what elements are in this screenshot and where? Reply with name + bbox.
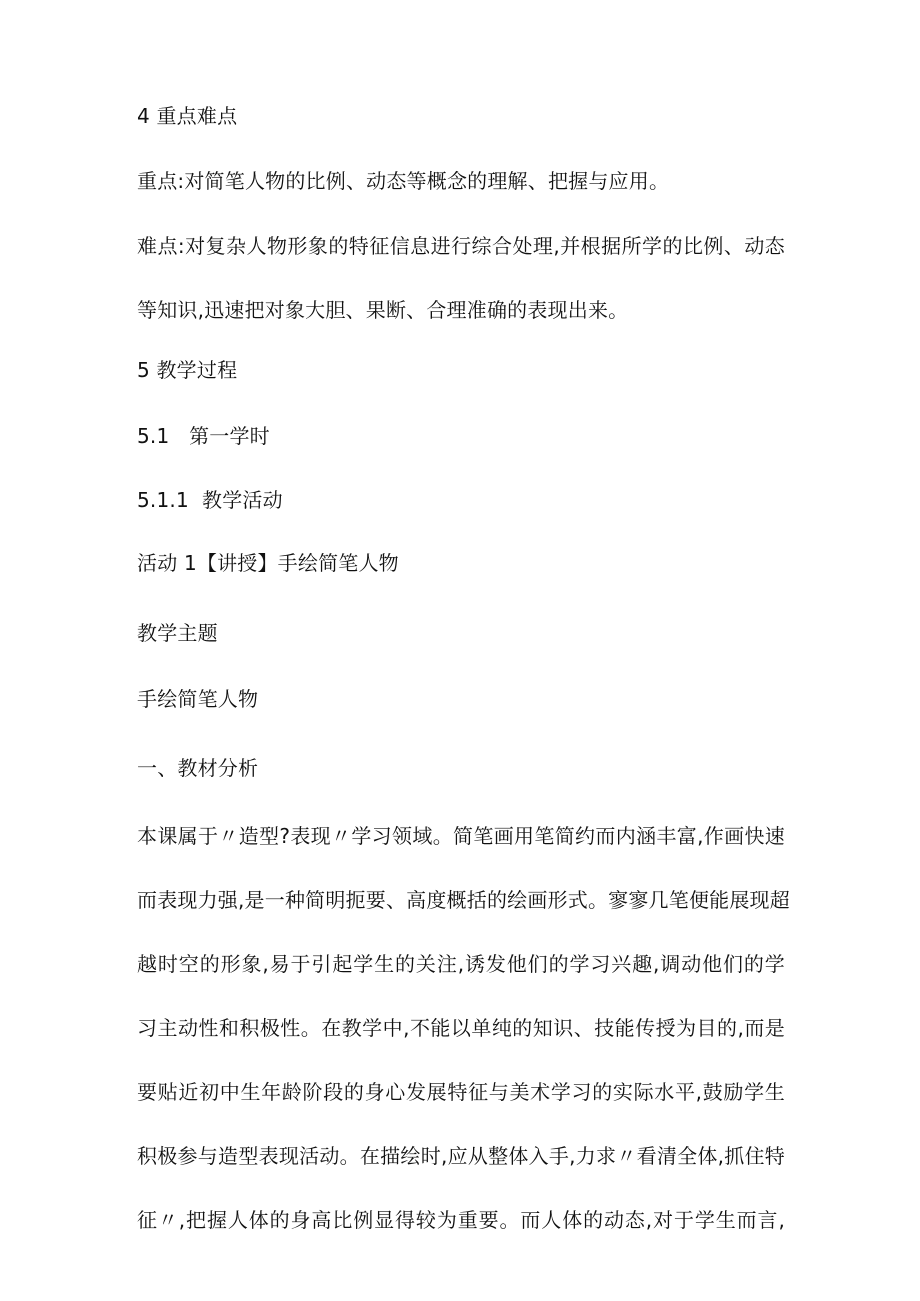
analysis-line: 越时空的形象,易于引起学生的关注,诱发他们的学习兴趣,调动他们的学 (137, 952, 785, 976)
teaching-theme-label: 教学主题 (137, 621, 218, 645)
analysis-paragraph (137, 823, 790, 1233)
analysis-line: 征〃,把握人体的身高比例显得较为重要。而人体的动态,对于学生而言, (137, 1208, 785, 1232)
analysis-line: 习主动性和积极性。在教学中,不能以单纯的知识、技能传授为目的,而是 (137, 1016, 785, 1040)
analysis-line: 要贴近初中生年龄阶段的身心发展特征与美术学习的实际水平,鼓励学生 (137, 1080, 785, 1104)
analysis-line: 积极参与造型表现活动。在描绘时,应从整体入手,力求〃看清全体,抓住特 (137, 1144, 785, 1168)
focus-text: 重点:对简笔人物的比例、动态等概念的理解、把握与应用。 (137, 169, 670, 193)
difficulty-paragraph (137, 233, 785, 323)
analysis-line: 而表现力强,是一种简明扼要、高度概括的绘画形式。寥寥几笔便能展现超 (137, 888, 790, 912)
heading-key-points: 4 重点难点 (137, 104, 238, 128)
heading-teaching-activities: 5.1.1 教学活动 (137, 488, 283, 512)
teaching-theme-value: 手绘简笔人物 (137, 687, 259, 711)
difficulty-line: 等知识,迅速把对象大胆、果断、合理准确的表现出来。 (137, 298, 629, 322)
heading-textbook-analysis: 一、教材分析 (137, 756, 259, 780)
heading-teaching-process: 5 教学过程 (137, 358, 238, 382)
analysis-line: 本课属于〃造型?表现〃学习领域。简笔画用笔简约而内涵丰富,作画快速 (137, 824, 785, 848)
difficulty-line: 难点:对复杂人物形象的特征信息进行综合处理,并根据所学的比例、动态 (137, 234, 785, 258)
heading-first-lesson: 5.1 第一学时 (137, 424, 270, 448)
activity-title: 活动 1【讲授】手绘简笔人物 (137, 551, 399, 575)
